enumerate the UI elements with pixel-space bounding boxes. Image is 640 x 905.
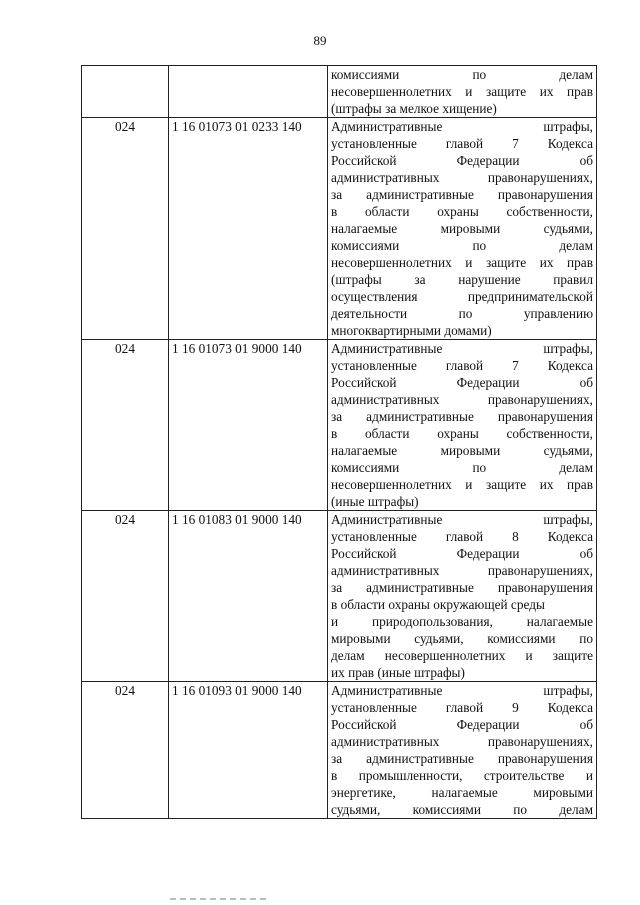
budget-code-cell <box>169 66 328 118</box>
table-row <box>82 66 597 118</box>
text-line: делам несовершеннолетних и защите <box>331 648 593 663</box>
text-line: несовершеннолетних и защите их прав <box>331 477 593 492</box>
text-line: установленные главой 7 Кодекса <box>331 358 593 373</box>
text-line: энергетике, налагаемые мировыми <box>331 785 593 800</box>
text-line: (штрафы за мелкое хищение) <box>331 101 497 116</box>
text-line: комиссиями по делам <box>331 460 593 475</box>
table-body <box>82 66 597 819</box>
text-line: за административные правонарушения <box>331 751 593 766</box>
admin-code-cell: 024 <box>82 340 169 511</box>
table-row <box>82 511 597 682</box>
text-line: административных правонарушениях, <box>331 734 593 749</box>
text-line: комиссиями по делам <box>331 67 593 82</box>
text-line: Административные штрафы, <box>331 512 593 527</box>
text-line: установленные главой 8 Кодекса <box>331 529 593 544</box>
budget-code-cell: 1 16 01073 01 9000 140 <box>169 340 328 511</box>
text-line: административных правонарушениях, <box>331 563 593 578</box>
text-line: (штрафы за нарушение правил <box>331 272 593 287</box>
scan-edge-mark <box>170 898 270 900</box>
table-row <box>82 340 597 511</box>
text-line: мировыми судьями, комиссиями по <box>331 631 593 646</box>
admin-code-cell <box>82 66 169 118</box>
admin-code-cell: 024 <box>82 511 169 682</box>
text-line: налагаемые мировыми судьями, <box>331 443 593 458</box>
text-line: за административные правонарушения <box>331 580 593 595</box>
text-line: установленные главой 7 Кодекса <box>331 136 593 151</box>
text-line: Российской Федерации об <box>331 375 593 390</box>
table-row <box>82 682 597 819</box>
text-line: несовершеннолетних и защите их прав <box>331 255 593 270</box>
text-line: административных правонарушениях, <box>331 170 593 185</box>
text-line: в промышленности, строительстве и <box>331 768 593 783</box>
text-line: несовершеннолетних и защите их прав <box>331 84 593 99</box>
text-line: административных правонарушениях, <box>331 392 593 407</box>
budget-code-cell: 1 16 01083 01 9000 140 <box>169 511 328 682</box>
text-line: в области охраны собственности, <box>331 204 593 219</box>
text-line: в области охраны собственности, <box>331 426 593 441</box>
income-name-cell <box>328 511 597 682</box>
text-line: комиссиями по делам <box>331 238 593 253</box>
text-line: осуществления предпринимательской <box>331 289 593 304</box>
budget-classification-table <box>81 65 597 819</box>
text-line: в области охраны окружающей среды <box>331 597 545 612</box>
budget-code-cell: 1 16 01073 01 0233 140 <box>169 118 328 340</box>
text-line: Российской Федерации об <box>331 153 593 168</box>
income-name-cell <box>328 340 597 511</box>
income-name-cell <box>328 682 597 819</box>
admin-code-cell: 024 <box>82 682 169 819</box>
text-line: Российской Федерации об <box>331 717 593 732</box>
table-row <box>82 118 597 340</box>
admin-code-cell: 024 <box>82 118 169 340</box>
text-line: многоквартирными домами) <box>331 323 492 338</box>
text-line: налагаемые мировыми судьями, <box>331 221 593 236</box>
text-line: судьями, комиссиями по делам <box>331 802 593 817</box>
budget-code-cell: 1 16 01093 01 9000 140 <box>169 682 328 819</box>
text-line: Административные штрафы, <box>331 683 593 698</box>
text-line: и природопользования, налагаемые <box>331 614 593 629</box>
income-name-cell <box>328 66 597 118</box>
page-number: 89 <box>313 33 327 48</box>
text-line: Административные штрафы, <box>331 119 593 134</box>
text-line: установленные главой 9 Кодекса <box>331 700 593 715</box>
text-line: Российской Федерации об <box>331 546 593 561</box>
text-line: за административные правонарушения <box>331 187 593 202</box>
text-line: деятельности по управлению <box>331 306 593 321</box>
text-line: Административные штрафы, <box>331 341 593 356</box>
text-line: их прав (иные штрафы) <box>331 665 465 680</box>
text-line: за административные правонарушения <box>331 409 593 424</box>
income-name-cell <box>328 118 597 340</box>
text-line: (иные штрафы) <box>331 494 419 509</box>
